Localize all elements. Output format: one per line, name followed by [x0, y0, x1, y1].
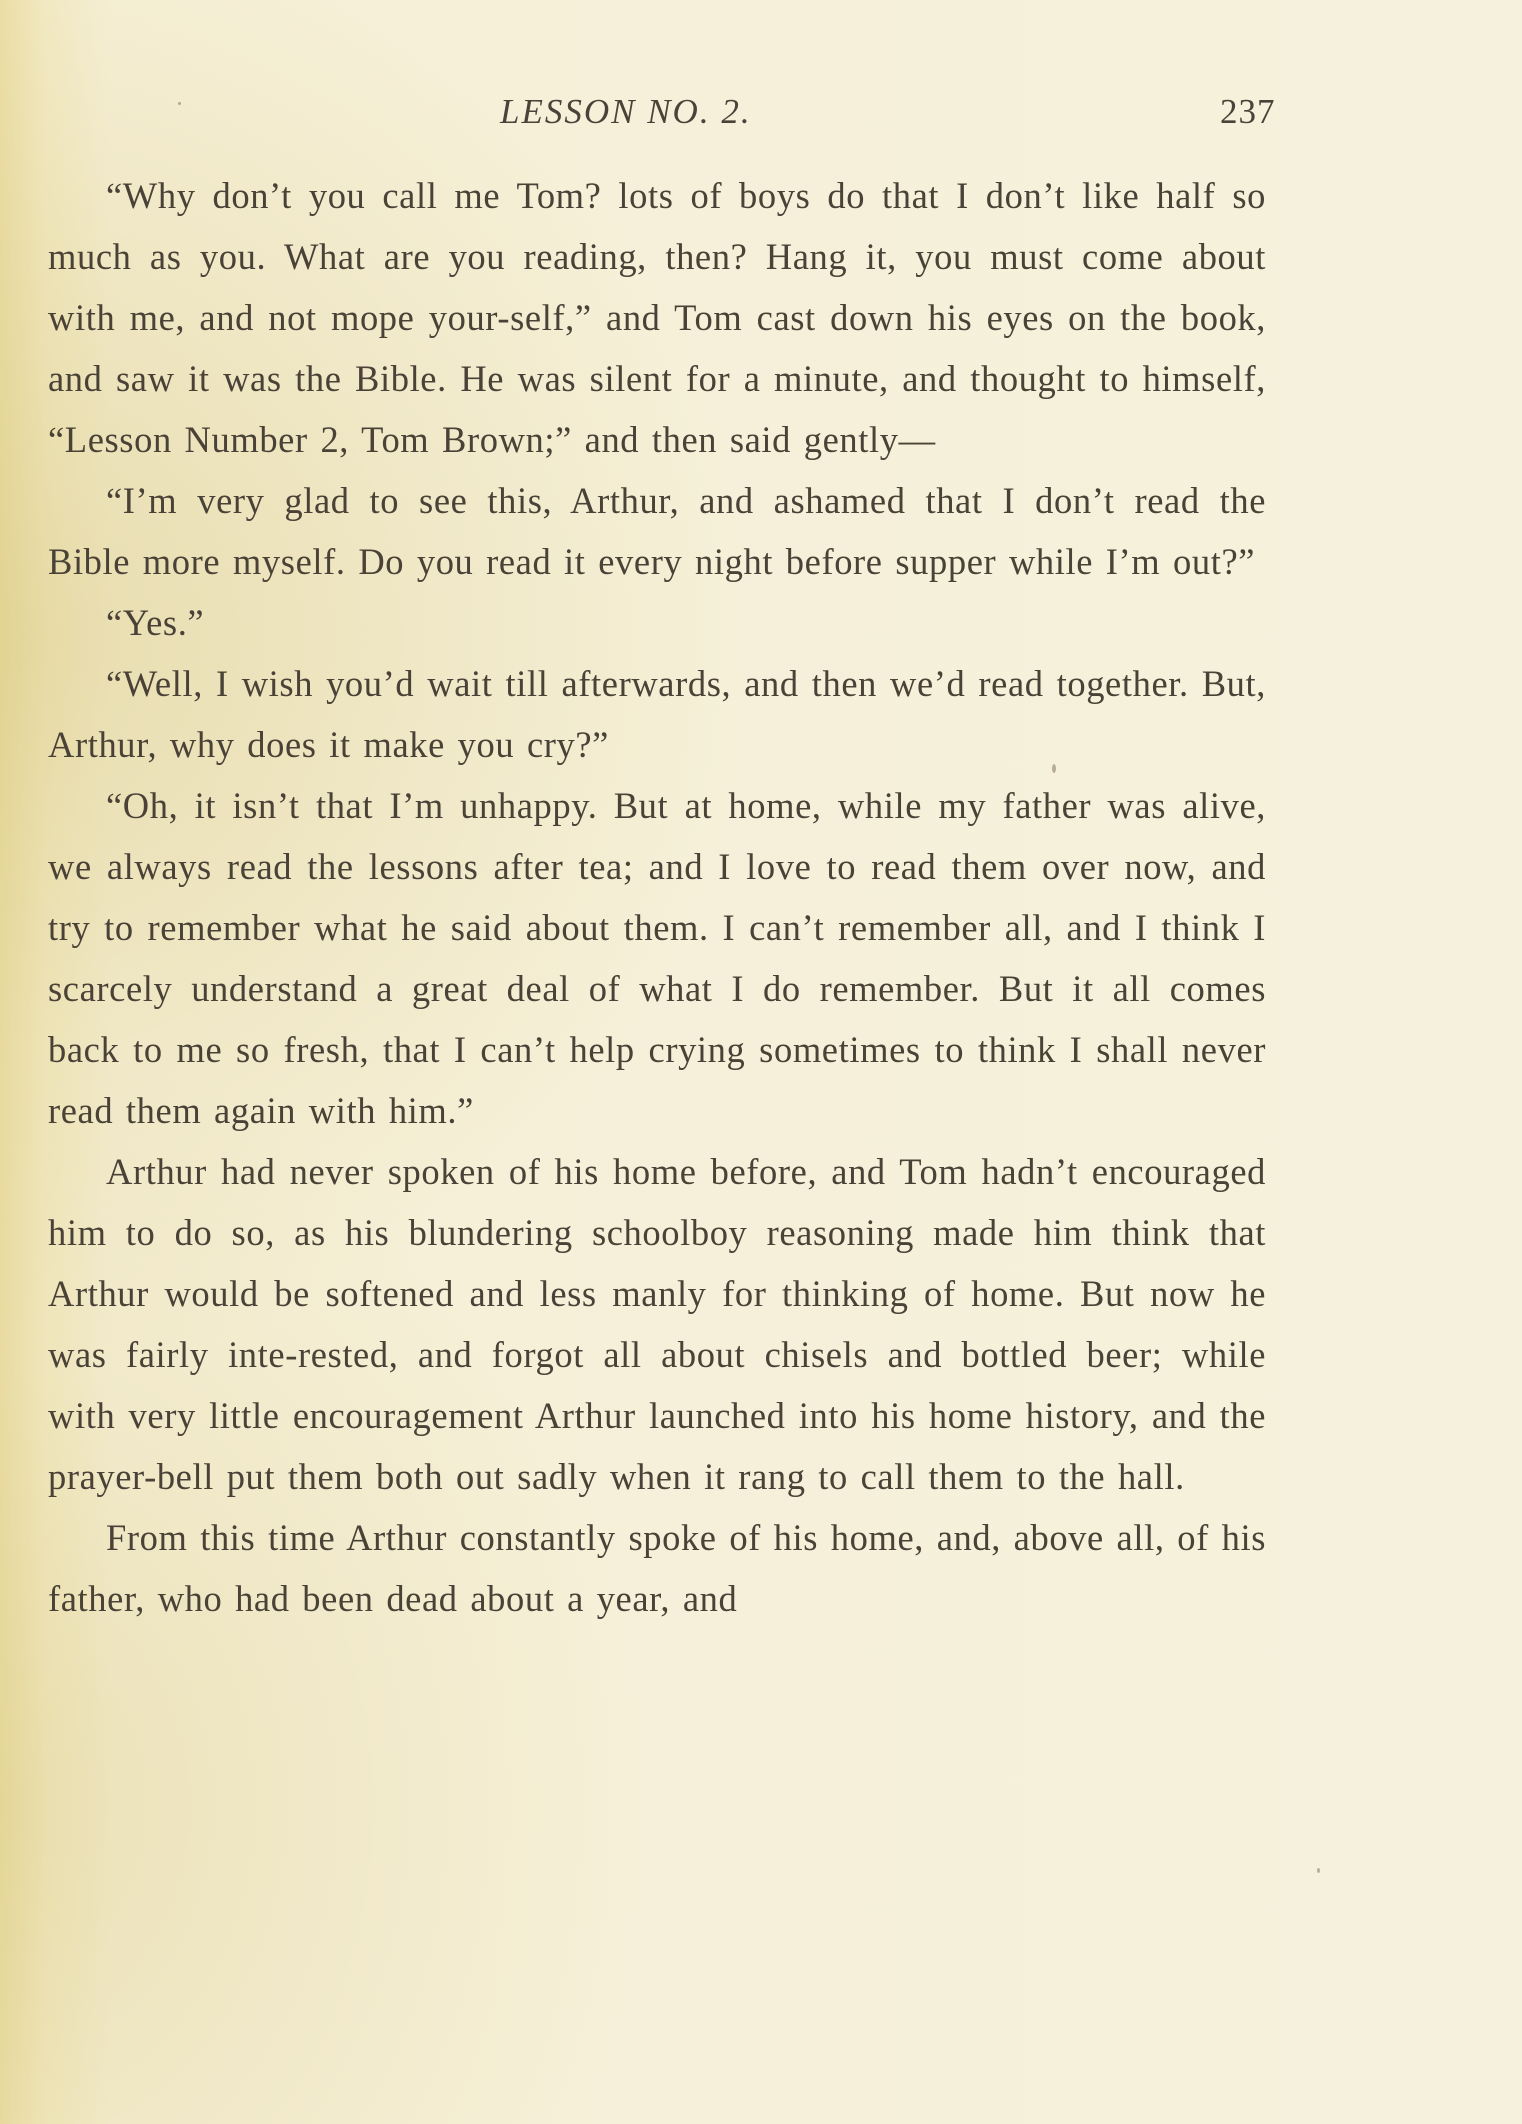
paragraph: “Why don’t you call me Tom? lots of boys do that I don’t like half so much as you. What are you reading, then? Hang it, you must come about with me, and not mope your-self,” and Tom cast down his eyes on the book, and saw it was the Bible. He was silent for a minute, and thought to himself, “Lesson Number 2, Tom Brown;” and then said gently— — [48, 175, 1266, 460]
paper-speck — [1317, 1868, 1320, 1873]
paper-speck — [1052, 764, 1056, 773]
running-head — [0, 92, 1522, 144]
paragraph: “Yes.” — [106, 602, 205, 643]
paragraph: From this time Arthur constantly spoke of his home, and, above all, of his father, who had been dead about a year, and — [48, 1517, 1267, 1619]
page-number: 237 — [1220, 92, 1276, 131]
running-title: LESSON NO. 2. — [500, 92, 752, 131]
body-text — [48, 165, 1266, 1629]
paragraph: Arthur had never spoken of his home before, and Tom hadn’t encouraged him to do so, as his blundering schoolboy reasoning made him think that Arthur would be softened and less manly for thinking of home. But now he was fairly inte-rested, and forgot all about chisels and bottled beer; while with very little encouragement Arthur launched into his home history, and the prayer-bell put them both out sadly when it rang to call them to the hall. — [48, 1151, 1266, 1497]
paragraph: “Well, I wish you’d wait till afterwards, and then we’d read together. But, Arthur, why does it make you cry?” — [48, 663, 1266, 765]
paper-speck — [178, 102, 181, 105]
paragraph: “I’m very glad to see this, Arthur, and ashamed that I don’t read the Bible more myself. Do you read it every night before supper while I’m out?” — [48, 480, 1266, 582]
paragraph: “Oh, it isn’t that I’m unhappy. But at home, while my father was alive, we always read the lessons after tea; and I love to read them over now, and try to remember what he said about them. I can’t remember all, and I think I scarcely understand a great deal of what I do remember. But it all comes back to me so fresh, that I can’t help crying sometimes to think I shall never read them again with him.” — [48, 785, 1266, 1131]
